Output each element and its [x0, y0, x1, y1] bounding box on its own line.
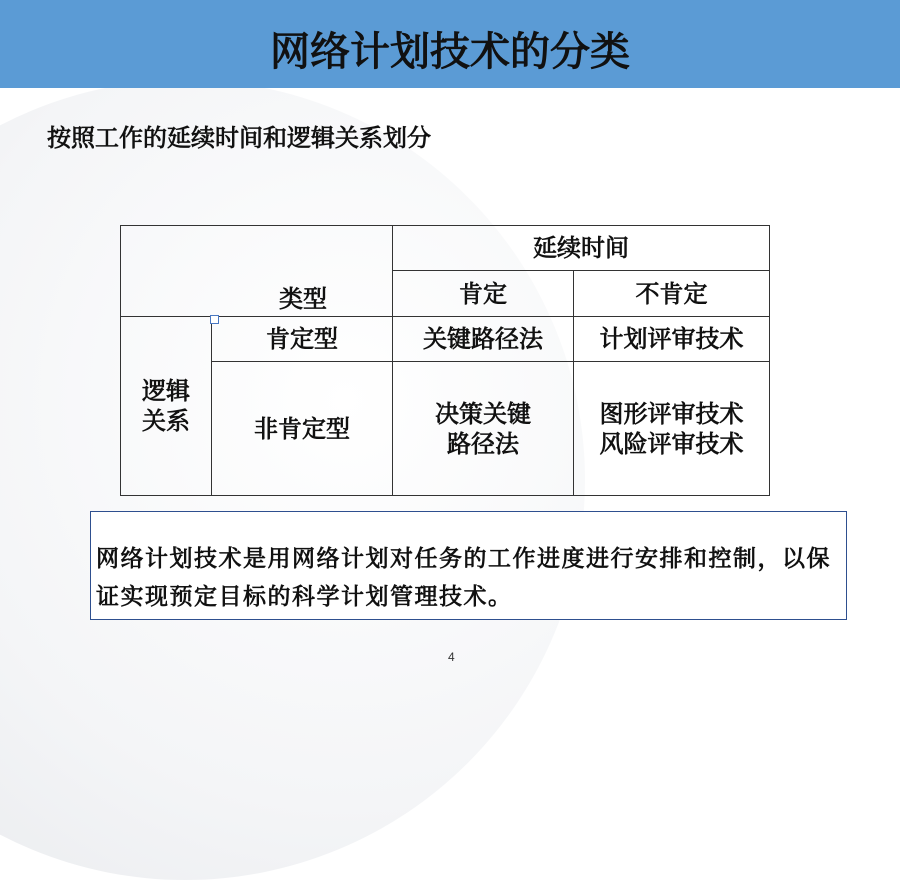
corner-label: 类型	[279, 285, 327, 313]
row-header-certain: 肯定型	[212, 317, 393, 362]
col-header-uncertain: 不肯定	[574, 271, 770, 317]
duration-header: 延续时间	[393, 226, 770, 271]
page-number: 4	[448, 650, 455, 664]
definition-box	[90, 511, 847, 620]
classification-table	[120, 225, 770, 496]
row-header-uncertain: 非肯定型	[212, 362, 393, 496]
logic-header	[121, 317, 212, 496]
slide-subtitle: 按照工作的延续时间和逻辑关系划分	[47, 124, 431, 152]
definition-text: 网络计划技术是用网络计划对任务的工作进度进行安排和控制，以保证实现预定目标的科学计划管理技术。	[96, 545, 831, 610]
logic-header-line2: 关系	[142, 407, 190, 435]
cell-uncertain-certain-line2: 路径法	[447, 429, 519, 458]
logic-header-line1: 逻辑	[142, 377, 190, 405]
cell-certain-certain: 关键路径法	[393, 317, 574, 362]
col-header-certain: 肯定	[393, 271, 574, 317]
slide-title: 网络计划技术的分类	[270, 29, 630, 75]
selection-handle	[210, 315, 219, 324]
cell-uncertain-uncertain-line2: 风险评审技术	[599, 429, 744, 458]
cell-uncertain-certain	[393, 362, 574, 496]
corner-cell	[121, 226, 393, 317]
cell-uncertain-certain-line1: 决策关键	[435, 399, 531, 428]
cell-uncertain-uncertain	[574, 362, 770, 496]
cell-uncertain-uncertain-line1: 图形评审技术	[599, 399, 744, 428]
cell-certain-uncertain: 计划评审技术	[574, 317, 770, 362]
